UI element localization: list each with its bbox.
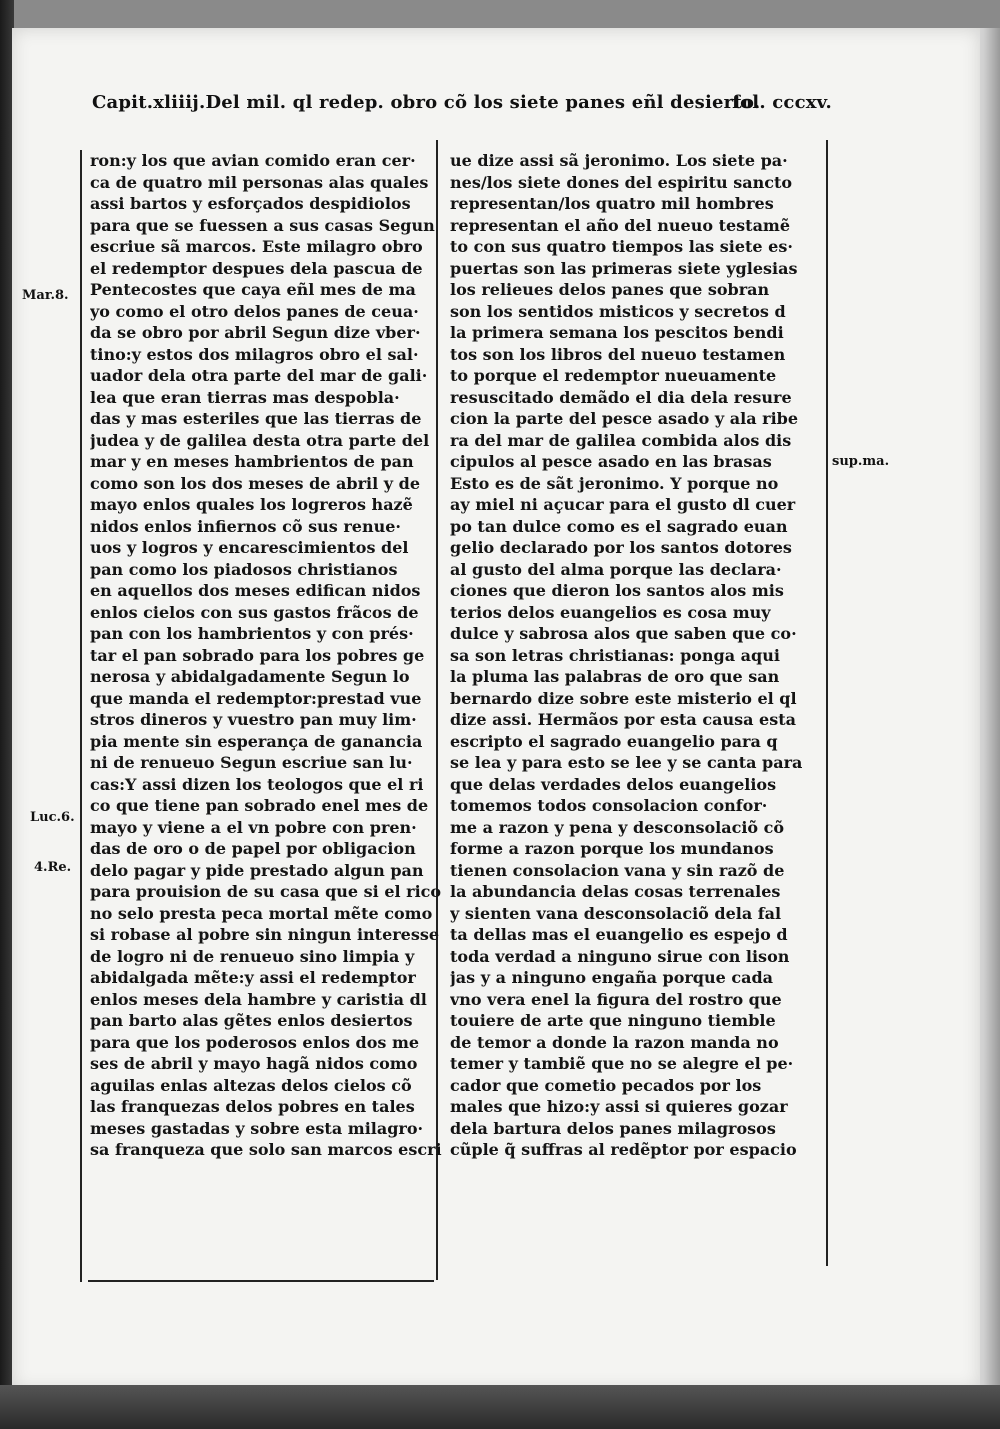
text-line: das y mas esteriles que las tierras de xyxy=(90,409,422,428)
text-line: como son los dos meses de abril y de xyxy=(90,473,420,493)
text-line: ses de abril y mayo hagã nidos como xyxy=(90,1054,418,1073)
text-line: para que se fuessen a sus casas Segun xyxy=(90,215,435,235)
text-line: pan con los hambrientos y con prés· xyxy=(90,624,414,643)
text-line: tar el pan sobrado para los pobres ge xyxy=(90,645,425,665)
text-line: nidos enlos infiernos cõ sus renue· xyxy=(90,516,401,536)
text-line: que delas verdades delos euangelios xyxy=(450,774,777,794)
text-line: das de oro o de papel por obligacion xyxy=(90,839,416,858)
text-line: males que hizo:y assi si quieres gozar xyxy=(450,1097,788,1116)
text-line: aguilas enlas altezas delos cielos cõ xyxy=(90,1075,412,1095)
text-line: que manda el redemptor:prestad vue xyxy=(90,688,422,708)
text-line: en aquellos dos meses edifican nidos xyxy=(90,581,421,600)
text-line: stros dineros y vuestro pan muy lim· xyxy=(90,710,417,729)
text-line: ni de renueuo Segun escriue san lu· xyxy=(90,753,413,772)
text-line: representan el año del nueuo testamẽ xyxy=(450,215,791,235)
text-line: mayo enlos quales los logreros hazẽ xyxy=(90,495,413,514)
text-line: pan como los piadosos christianos xyxy=(90,559,398,579)
text-line: to con sus quatro tiempos las siete es· xyxy=(450,237,793,256)
text-line: la pluma las palabras de oro que san xyxy=(450,667,780,686)
text-line: uador dela otra parte del mar de gali· xyxy=(90,366,428,385)
text-line: po tan dulce como es el sagrado euan xyxy=(450,516,788,536)
text-line: yo como el otro delos panes de ceua· xyxy=(90,301,419,321)
text-line: tomemos todos consolacion confor· xyxy=(450,796,768,815)
text-line: vno vera enel la figura del rostro que xyxy=(450,989,782,1009)
marginal-note: Luc.6. xyxy=(30,810,75,825)
text-line: los relieues delos panes que sobran xyxy=(450,280,770,299)
text-line: cas:Y assi dizen los teologos que el ri xyxy=(90,774,424,794)
text-line: no selo presta peca mortal mẽte como xyxy=(90,903,433,923)
left-column-lines xyxy=(90,150,442,1161)
text-line: la primera semana los pescitos bendi xyxy=(450,323,784,342)
folio-number: fol. cccxv. xyxy=(732,92,832,113)
text-line: dize assi. Hermãos por esta causa esta xyxy=(450,710,796,729)
text-line: bernardo dize sobre este misterio el ql xyxy=(450,688,797,708)
text-line: enlos cielos con sus gastos frãcos de xyxy=(90,602,419,622)
text-line: ca de quatro mil personas alas quales xyxy=(90,172,429,192)
text-line: me a razon y pena y desconsolaciõ cõ xyxy=(450,817,785,837)
text-line: cion la parte del pesce asado y ala ribe xyxy=(450,409,799,428)
marginal-note: sup.ma. xyxy=(832,454,890,469)
text-line: nerosa y abidalgadamente Segun lo xyxy=(90,667,410,686)
text-line: touiere de arte que ninguno tiemble xyxy=(450,1011,776,1030)
text-line: mar y en meses hambrientos de pan xyxy=(90,452,414,471)
text-line: jas y a ninguno engaña porque cada xyxy=(450,968,774,987)
text-line: to porque el redemptor nueuamente xyxy=(450,366,777,385)
text-line: dulce y sabrosa alos que saben que co· xyxy=(450,624,797,643)
marginal-note: 4.Re. xyxy=(34,860,72,875)
text-line: forme a razon porque los mundanos xyxy=(450,839,774,858)
text-line: escriue sã marcos. Este milagro obro xyxy=(90,237,423,256)
text-line: temer y tambiẽ que no se alegre el pe· xyxy=(450,1054,794,1073)
chapter-heading: Capit.xliiij.Del mil. ql redep. obro cõ los siete panes eñl desierto. xyxy=(92,92,761,113)
text-line: de logro ni de renueuo sino limpia y xyxy=(90,946,415,966)
text-line: de temor a donde la razon manda no xyxy=(450,1032,779,1052)
text-line: sa franqueza que solo san marcos escri xyxy=(90,1140,442,1159)
text-line: mayo y viene a el vn pobre con pren· xyxy=(90,817,417,837)
right-text-column xyxy=(444,150,824,1260)
text-line: el redemptor despues dela pascua de xyxy=(90,258,423,278)
text-line: tino:y estos dos milagros obro el sal· xyxy=(90,344,419,364)
column-rule xyxy=(88,1280,434,1282)
text-line: Esto es de sãt jeronimo. Y porque no xyxy=(450,473,779,493)
text-line: ciones que dieron los santos alos mis xyxy=(450,581,784,600)
text-line: co que tiene pan sobrado enel mes de xyxy=(90,796,429,815)
text-line: representan/los quatro mil hombres xyxy=(450,194,774,213)
text-line: gelio declarado por los santos dotores xyxy=(450,538,792,557)
left-text-column xyxy=(80,150,442,1280)
text-line: ue dize assi sã jeronimo. Los siete pa· xyxy=(450,151,788,170)
text-line: uos y logros y encarescimientos del xyxy=(90,538,409,557)
text-line: dela bartura delos panes milagrosos xyxy=(450,1118,776,1138)
running-head xyxy=(92,92,832,113)
text-line: nes/los siete dones del espiritu sancto xyxy=(450,172,793,192)
text-line: para que los poderosos enlos dos me xyxy=(90,1032,420,1052)
text-line: pan barto alas gẽtes enlos desiertos xyxy=(90,1011,413,1030)
text-line: son los sentidos misticos y secretos d xyxy=(450,301,786,321)
text-line: al gusto del alma porque las declara· xyxy=(450,559,782,579)
text-line: assi bartos y esforçados despidiolos xyxy=(90,194,411,213)
text-line: delo pagar y pide prestado algun pan xyxy=(90,860,424,880)
text-line: y sienten vana desconsolaciõ dela fal xyxy=(450,903,782,923)
text-line: judea y de galilea desta otra parte del xyxy=(90,430,430,450)
text-line: se lea y para esto se lee y se canta para xyxy=(450,753,803,772)
text-line: abidalgada mẽte:y assi el redemptor xyxy=(90,968,416,987)
text-line: da se obro por abril Segun dize vber· xyxy=(90,323,421,342)
text-line: escripto el sagrado euangelio para q xyxy=(450,731,778,751)
text-line: si robase al pobre sin ningun interesse xyxy=(90,925,440,944)
text-line: resuscitado demãdo el dia dela resure xyxy=(450,387,792,407)
text-line: para prouision de su casa que si el rico xyxy=(90,882,442,901)
marginal-note: Mar.8. xyxy=(22,288,69,303)
text-line: cũple q̃ suffras al redẽptor por espacio xyxy=(450,1140,797,1159)
text-line: ay miel ni açucar para el gusto dl cuer xyxy=(450,495,796,514)
text-line: lea que eran tierras mas despobla· xyxy=(90,387,400,407)
text-line: ron:y los que avian comido eran cer· xyxy=(90,151,416,170)
text-line: toda verdad a ninguno sirue con lison xyxy=(450,946,790,966)
scan-edge-bottom xyxy=(0,1385,1000,1429)
text-line: las franquezas delos pobres en tales xyxy=(90,1097,415,1116)
text-line: tienen consolacion vana y sin razõ de xyxy=(450,860,785,880)
text-line: cipulos al pesce asado en las brasas xyxy=(450,452,772,471)
right-column-lines xyxy=(450,150,802,1161)
text-line: terios delos euangelios es cosa muy xyxy=(450,602,771,622)
text-line: pia mente sin esperança de ganancia xyxy=(90,731,423,751)
text-line: ra del mar de galilea combida alos dis xyxy=(450,430,792,450)
text-line: sa son letras christianas: ponga aqui xyxy=(450,645,780,665)
text-line: ta dellas mas el euangelio es espejo d xyxy=(450,925,788,944)
text-line: tos son los libros del nueuo testamen xyxy=(450,344,786,364)
text-line: meses gastadas y sobre esta milagro· xyxy=(90,1118,424,1138)
text-line: puertas son las primeras siete yglesias xyxy=(450,258,798,278)
text-line: enlos meses dela hambre y caristia dl xyxy=(90,989,427,1009)
text-line: Pentecostes que caya eñl mes de ma xyxy=(90,280,416,299)
text-line: cador que cometio pecados por los xyxy=(450,1075,762,1095)
text-line: la abundancia delas cosas terrenales xyxy=(450,882,781,901)
column-rule xyxy=(826,140,828,1266)
